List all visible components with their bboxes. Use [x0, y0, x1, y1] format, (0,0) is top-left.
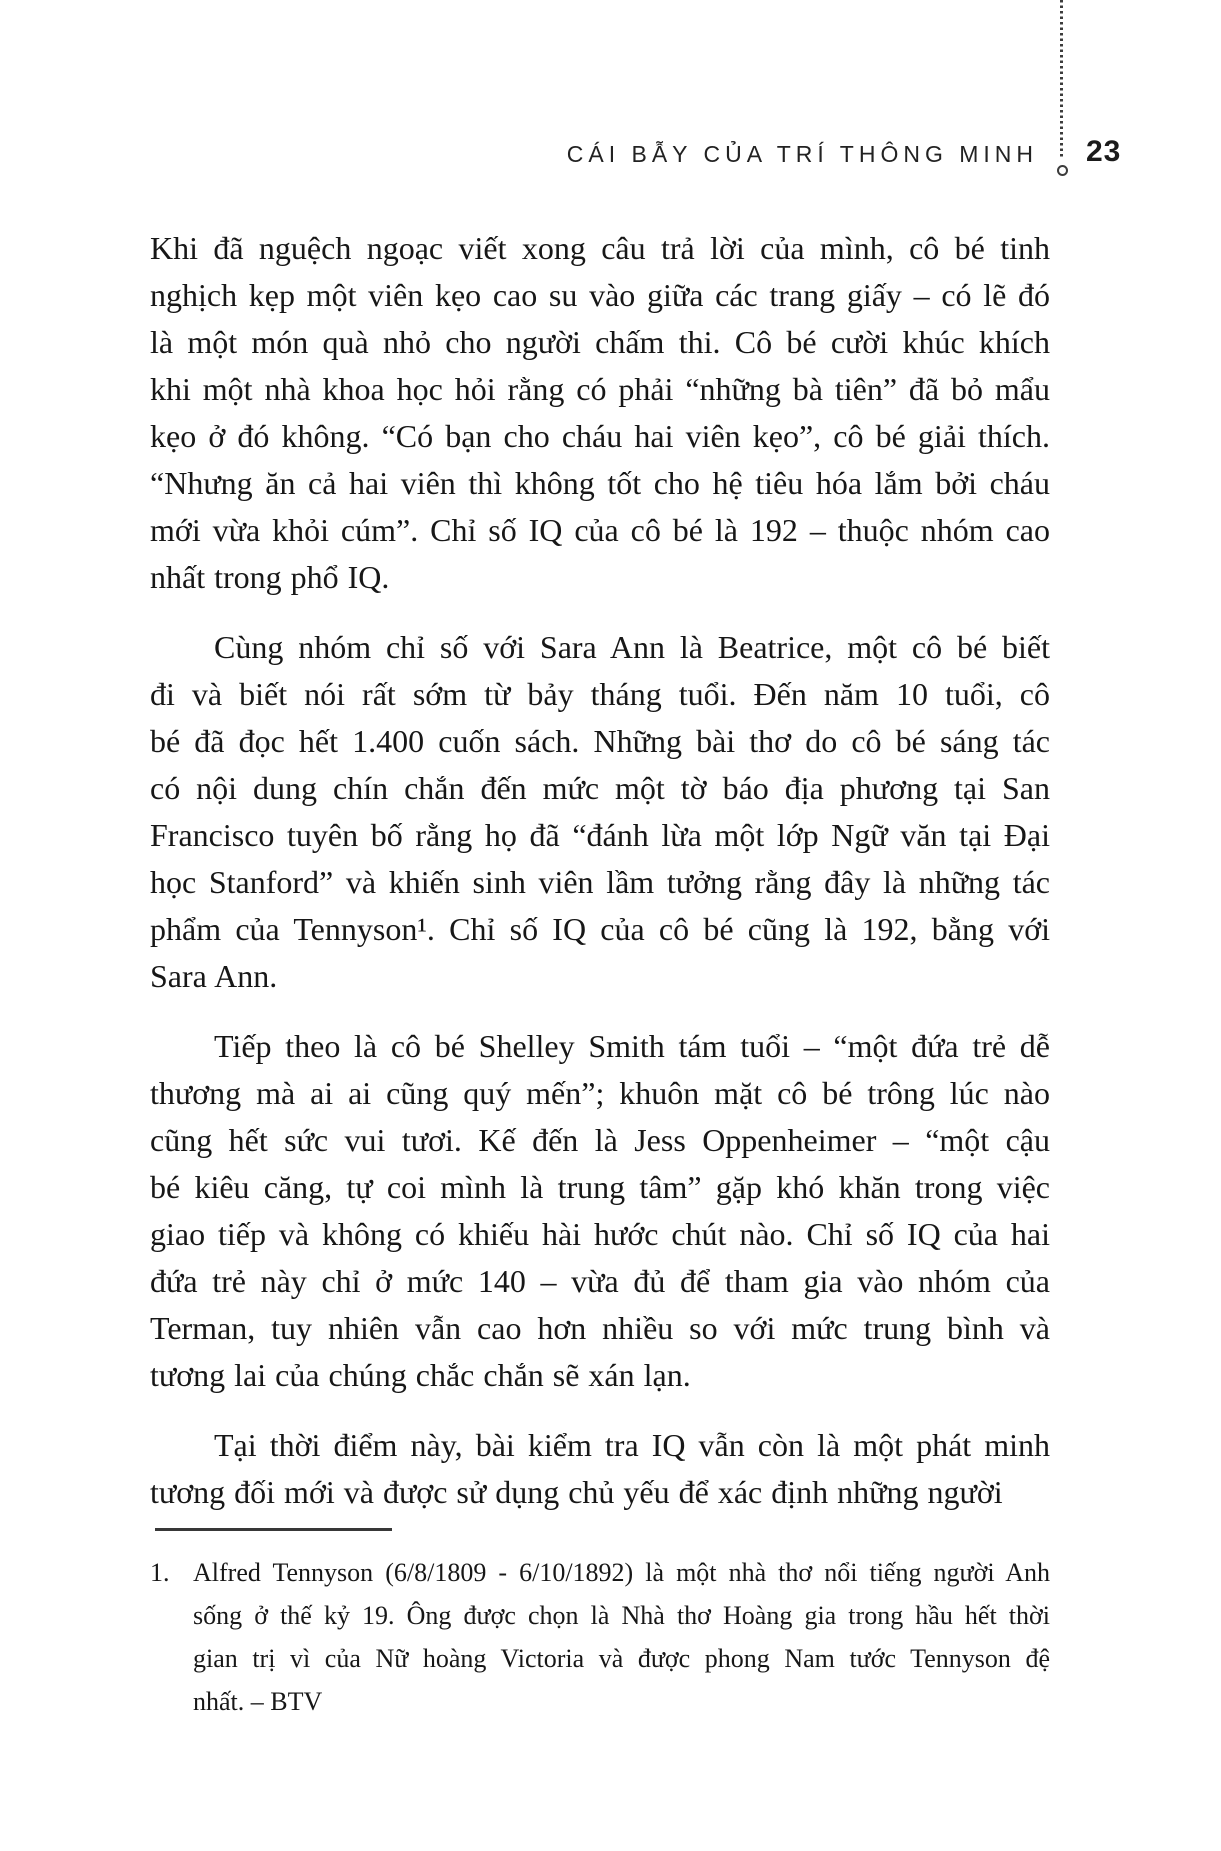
text-line: Terman, tuy nhiên vẫn cao hơn nhiều so với mức trung bình và	[150, 1310, 1050, 1346]
text-line: bé kiêu căng, tự coi mình là trung tâm” gặp khó khăn trong việc	[150, 1169, 1050, 1205]
footnote-number: 1.	[150, 1558, 170, 1587]
footnote-line: Alfred Tennyson (6/8/1809 - 6/10/1892) là một nhà thơ nổi tiếng người Anh	[193, 1558, 1050, 1587]
text-line: kẹo ở đó không. “Có bạn cho cháu hai viên kẹo”, cô bé giải thích.	[150, 418, 1050, 454]
text-line: mới vừa khỏi cúm”. Chỉ số IQ của cô bé là 192 – thuộc nhóm cao	[150, 512, 1050, 548]
footnote	[150, 1551, 1050, 1723]
text-line: Tiếp theo là cô bé Shelley Smith tám tuổi – “một đứa trẻ dễ	[214, 1028, 1050, 1064]
text-line: nhất trong phổ IQ.	[150, 559, 390, 595]
text-line: phẩm của Tennyson¹. Chỉ số IQ của cô bé cũng là 192, bằng với	[150, 911, 1050, 947]
paragraph-3	[150, 1023, 1050, 1399]
text-line: Tại thời điểm này, bài kiểm tra IQ vẫn còn là một phát minh	[214, 1427, 1050, 1463]
header-dotted-line	[1060, 0, 1063, 158]
text-line: đi và biết nói rất sớm từ bảy tháng tuổi. Đến năm 10 tuổi, cô	[150, 676, 1050, 712]
text-line: là một món quà nhỏ cho người chấm thi. Cô bé cười khúc khích	[150, 324, 1050, 360]
text-line: Cùng nhóm chỉ số với Sara Ann là Beatrice, một cô bé biết	[214, 629, 1050, 665]
footnote-line: nhất. – BTV	[193, 1687, 323, 1716]
text-line: nghịch kẹp một viên kẹo cao su vào giữa các trang giấy – có lẽ đó	[150, 277, 1050, 313]
text-line: Francisco tuyên bố rằng họ đã “đánh lừa một lớp Ngữ văn tại Đại	[150, 817, 1050, 853]
text-line: học Stanford” và khiến sinh viên lầm tưởng rằng đây là những tác	[150, 864, 1050, 900]
page-number: 23	[1086, 135, 1122, 168]
paragraph-4	[150, 1422, 1050, 1516]
text-line: cũng hết sức vui tươi. Kế đến là Jess Oppenheimer – “một cậu	[150, 1122, 1050, 1158]
text-line: có nội dung chín chắn đến mức một tờ báo địa phương tại San	[150, 770, 1050, 806]
running-header-title: CÁI BẪY CỦA TRÍ THÔNG MINH	[566, 141, 1038, 167]
text-line: thương mà ai ai cũng quý mến”; khuôn mặt cô bé trông lúc nào	[150, 1075, 1050, 1111]
text-line: bé đã đọc hết 1.400 cuốn sách. Những bài thơ do cô bé sáng tác	[150, 723, 1050, 759]
footnote-line: gian trị vì của Nữ hoàng Victoria và được phong Nam tước Tennyson đệ	[193, 1644, 1050, 1673]
text-line: tương lai của chúng chắc chắn sẽ xán lạn.	[150, 1357, 691, 1393]
text-line: khi một nhà khoa học hỏi rằng có phải “những bà tiên” đã bỏ mẩu	[150, 371, 1050, 407]
text-line: Khi đã nguệch ngoạc viết xong câu trả lời của mình, cô bé tinh	[150, 230, 1050, 266]
paragraph-1	[150, 225, 1050, 601]
header-dotted-line-end-circle-icon	[1057, 165, 1068, 176]
text-line: “Nhưng ăn cả hai viên thì không tốt cho hệ tiêu hóa lắm bởi cháu	[150, 465, 1050, 501]
text-line: đứa trẻ này chỉ ở mức 140 – vừa đủ để tham gia vào nhóm của	[150, 1263, 1050, 1299]
body-text	[150, 225, 1050, 1516]
footnote-line: sống ở thế kỷ 19. Ông được chọn là Nhà thơ Hoàng gia trong hầu hết thời	[193, 1601, 1050, 1630]
text-line: giao tiếp và không có khiếu hài hước chút nào. Chỉ số IQ của hai	[150, 1216, 1050, 1252]
text-line: tương đối mới và được sử dụng chủ yếu để xác định những người	[150, 1474, 1003, 1510]
paragraph-2	[150, 624, 1050, 1000]
text-line: Sara Ann.	[150, 958, 278, 994]
footnote-text	[193, 1551, 1050, 1723]
footnote-separator-rule	[155, 1528, 392, 1531]
